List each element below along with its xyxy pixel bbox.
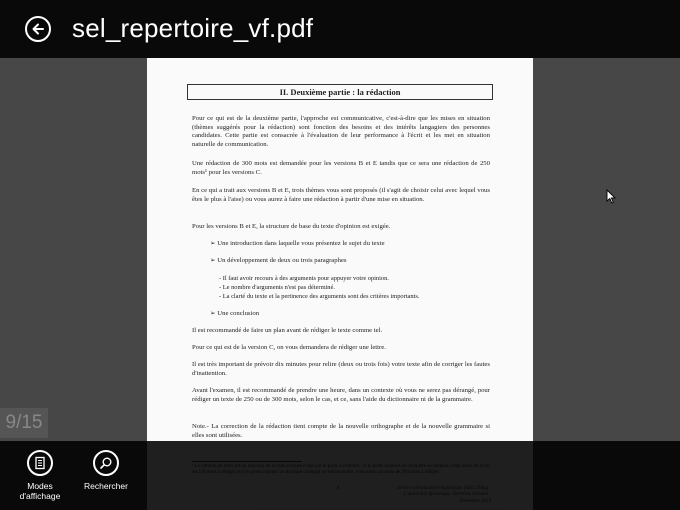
page-counter: 9/15 xyxy=(0,408,48,438)
dash-item-2: - Le nombre d'arguments n'est pas déterminé. xyxy=(219,284,335,291)
dash-item-3: - La clarté du texte et la pertinence des arguments sont des critères importants. xyxy=(219,293,420,300)
back-button[interactable] xyxy=(25,16,51,42)
view-modes-label-2: d'affichage xyxy=(19,491,61,501)
section-title: II. Deuxième partie : la rédaction xyxy=(187,84,493,100)
bullet-introduction: ➢ Une introduction dans laquelle vous présentez le sujet du texte xyxy=(210,240,385,247)
search-circle xyxy=(93,450,119,476)
paragraph-1: Pour ce qui est de la deuxième partie, l'approche est communicative, c'est-à-dire que les mises en situation (thèmes suggérés pour la rédaction) sont fonction des besoins et des intérêts langagiers des personnes candidates. Cette partie est consacrée à l'évaluation de leur performance à l'écrit et les met en situation naturelle de communication. xyxy=(192,115,490,148)
paragraph-3: En ce qui a trait aux versions B et E, trois thèmes vous sont proposés (il s'agit de choisir celui avec lequel vous êtes le plus à l'aise) ou vous aurez à faire une rédaction à partir d'une mise en situation. xyxy=(192,187,490,203)
document-title: sel_repertoire_vf.pdf xyxy=(72,13,314,43)
bullet-development: ➢ Un développement de deux ou trois paragraphes xyxy=(210,257,347,264)
view-modes-circle xyxy=(27,450,53,476)
search-label: Rechercher xyxy=(84,481,128,491)
mouse-cursor-icon xyxy=(606,189,616,204)
app-bar xyxy=(0,441,680,510)
document-view-icon xyxy=(33,456,47,470)
note: Note.- La correction de la rédaction tient compte de la nouvelle orthographe et de la nouvelle grammaire si elles sont utilisées. xyxy=(192,423,490,439)
pdf-page[interactable] xyxy=(147,4,533,510)
left-margin-area xyxy=(0,58,147,441)
paragraph-7: Il est très important de prévoir dix minutes pour relire (deux ou trois fois) votre texte afin de corriger les fautes d'inattention. xyxy=(192,361,490,377)
view-modes-label-1: Modes xyxy=(27,481,53,491)
paragraph-8: Avant l'examen, il est recommandé de prendre une heure, dans un contexte où vous ne serez pas dérangé, pour rédiger un texte de 250 ou de 300 mots, selon le cas, et ce, sans l'aide du dictionnaire ni de la grammaire. xyxy=(192,387,490,403)
paragraph-5: Il est recommandé de faire un plan avant de rédiger le texte comme tel. xyxy=(192,327,383,334)
paragraph-6: Pour ce qui est de la version C, on vous demandera de rédiger une lettre. xyxy=(192,344,386,351)
title-bar xyxy=(0,0,680,58)
dash-item-1: - Il faut avoir recours à des arguments pour appuyer votre opinion. xyxy=(219,275,389,282)
right-margin-area xyxy=(533,58,680,441)
paragraph-2: Une rédaction de 300 mots est demandée pour les versions B et E tandis que ce sera une rédaction de 250 mots¹ pour les versions C. xyxy=(192,160,490,176)
bullet-conclusion: ➢ Une conclusion xyxy=(210,310,260,317)
paragraph-4: Pour les versions B et E, la structure de base du texte d'opinion est exigée. xyxy=(192,223,391,230)
search-button[interactable] xyxy=(66,450,146,491)
search-icon xyxy=(99,456,113,470)
back-arrow-icon xyxy=(31,22,45,36)
